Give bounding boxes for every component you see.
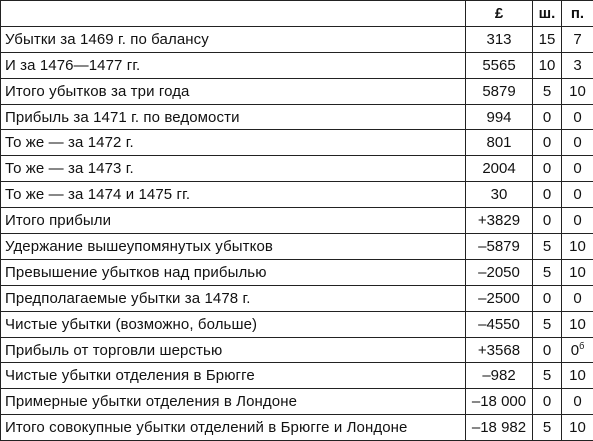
row-description: Примерные убытки отделения в Лондоне: [1, 389, 466, 415]
row-pence-value: 0: [570, 341, 580, 359]
row-pence-value: 0: [573, 134, 582, 152]
row-pence-value: 10: [569, 367, 586, 385]
row-pence-value: 0: [573, 108, 582, 126]
header-pence: п.: [562, 1, 593, 27]
table-row: [1, 311, 593, 337]
row-description: Убытки за 1469 г. по балансу: [1, 26, 466, 52]
row-pence-value: 7: [573, 30, 582, 48]
row-shillings: 5: [533, 363, 562, 389]
table-row: [1, 156, 593, 182]
row-shillings: 0: [533, 337, 562, 363]
header-shillings: ш.: [533, 1, 562, 27]
row-pence: [562, 285, 593, 311]
row-pence-value: 10: [569, 82, 586, 100]
row-pounds: 30: [466, 182, 533, 208]
table-row: [1, 208, 593, 234]
table-row: [1, 337, 593, 363]
table-body: [1, 26, 593, 440]
table-row: [1, 234, 593, 260]
row-description: Итого убытков за три года: [1, 78, 466, 104]
row-description: И за 1476—1477 гг.: [1, 52, 466, 78]
row-pounds: +3568: [466, 337, 533, 363]
row-shillings: 5: [533, 311, 562, 337]
row-pence: [562, 337, 593, 363]
row-pence-value: 3: [573, 56, 582, 74]
row-shillings: 0: [533, 285, 562, 311]
row-pence: [562, 208, 593, 234]
row-pence-value: 10: [569, 419, 586, 437]
row-description: Удержание вышеупомянутых убытков: [1, 234, 466, 260]
row-pounds: 994: [466, 104, 533, 130]
row-pence-value: 10: [569, 315, 586, 333]
row-pence: [562, 104, 593, 130]
row-pounds: 5565: [466, 52, 533, 78]
row-pence: [562, 156, 593, 182]
header-description: [1, 1, 466, 27]
row-shillings: 0: [533, 104, 562, 130]
row-pounds: –2050: [466, 259, 533, 285]
row-description: Прибыль за 1471 г. по ведомости: [1, 104, 466, 130]
row-pence: [562, 234, 593, 260]
row-pounds: 801: [466, 130, 533, 156]
footnote-marker: б: [579, 340, 585, 351]
row-description: Чистые убытки (возможно, больше): [1, 311, 466, 337]
row-description: Прибыль от торговли шерстью: [1, 337, 466, 363]
header-pounds: £: [466, 1, 533, 27]
row-pounds: –2500: [466, 285, 533, 311]
row-shillings: 0: [533, 182, 562, 208]
header-row: [1, 1, 593, 27]
row-description: То же — за 1474 и 1475 гг.: [1, 182, 466, 208]
row-pence: [562, 26, 593, 52]
row-shillings: 5: [533, 234, 562, 260]
row-pence: [562, 389, 593, 415]
row-pence-value: 10: [569, 237, 586, 255]
row-pounds: –982: [466, 363, 533, 389]
table-row: [1, 182, 593, 208]
row-pence: [562, 78, 593, 104]
row-pounds: 313: [466, 26, 533, 52]
row-description: Предполагаемые убытки за 1478 г.: [1, 285, 466, 311]
row-pounds: –4550: [466, 311, 533, 337]
row-pence-value: 0: [573, 289, 582, 307]
row-shillings: 0: [533, 130, 562, 156]
row-shillings: 0: [533, 208, 562, 234]
row-pence: [562, 130, 593, 156]
row-description: Чистые убытки отделения в Брюгге: [1, 363, 466, 389]
row-description: Итого прибыли: [1, 208, 466, 234]
row-shillings: 10: [533, 52, 562, 78]
table-row: [1, 259, 593, 285]
row-description: То же — за 1472 г.: [1, 130, 466, 156]
table-row: [1, 104, 593, 130]
table-row: [1, 52, 593, 78]
table-row: [1, 285, 593, 311]
row-shillings: 5: [533, 259, 562, 285]
row-pence: [562, 182, 593, 208]
row-shillings: 0: [533, 156, 562, 182]
row-pounds: –18 000: [466, 389, 533, 415]
table-row: [1, 415, 593, 441]
row-pence: [562, 363, 593, 389]
row-shillings: 15: [533, 26, 562, 52]
row-pence: [562, 415, 593, 441]
row-description: Итого совокупные убытки отделений в Брюгге и Лондоне: [1, 415, 466, 441]
table-row: [1, 130, 593, 156]
row-shillings: 5: [533, 78, 562, 104]
row-pence-value: 0: [573, 393, 582, 411]
row-pence-value: 0: [573, 212, 582, 230]
table-row: [1, 78, 593, 104]
row-pence-value: 10: [569, 263, 586, 281]
table-row: [1, 363, 593, 389]
row-pence-value: 0: [573, 160, 582, 178]
row-pounds: –5879: [466, 234, 533, 260]
row-pence: [562, 311, 593, 337]
table-header: [1, 1, 593, 27]
row-description: Превышение убытков над прибылью: [1, 259, 466, 285]
row-pence-value: 0: [573, 186, 582, 204]
row-pounds: –18 982: [466, 415, 533, 441]
row-pence: [562, 52, 593, 78]
row-pounds: 2004: [466, 156, 533, 182]
row-shillings: 5: [533, 415, 562, 441]
row-pounds: +3829: [466, 208, 533, 234]
row-description: То же — за 1473 г.: [1, 156, 466, 182]
row-pence: [562, 259, 593, 285]
row-pounds: 5879: [466, 78, 533, 104]
table-row: [1, 389, 593, 415]
row-shillings: 0: [533, 389, 562, 415]
table-row: [1, 26, 593, 52]
